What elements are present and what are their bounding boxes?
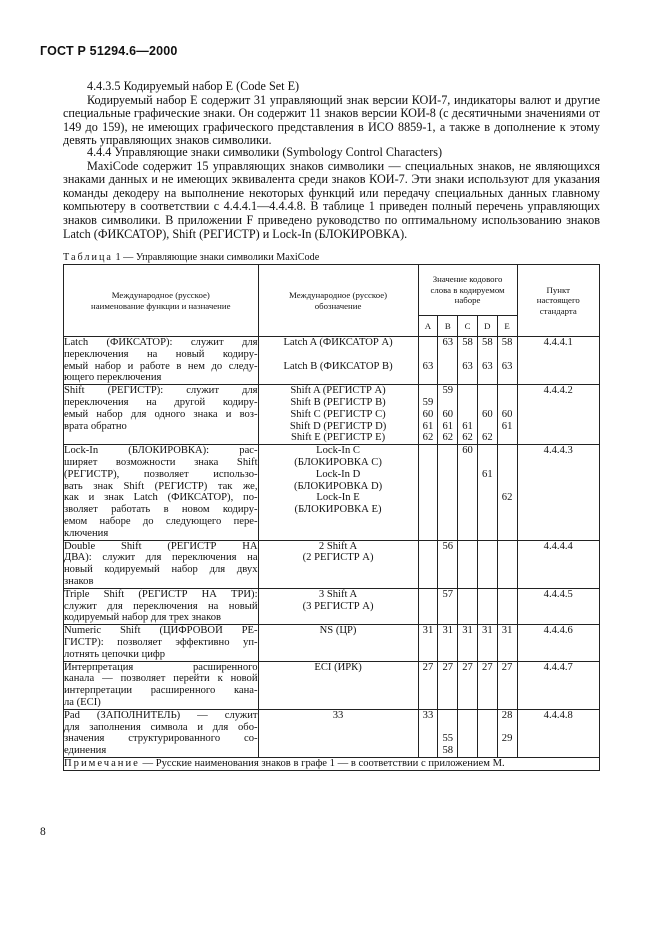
codeword-value: [478, 421, 497, 433]
codeword-value: [498, 481, 517, 493]
codeword-value-d: [477, 385, 497, 445]
codeword-value: [498, 589, 517, 601]
codeword-value: 58: [442, 745, 454, 757]
header-set-d: D: [477, 316, 497, 337]
description-line: единения: [64, 745, 107, 757]
codeword-value-b: [438, 588, 458, 624]
codeword-value: [458, 492, 477, 504]
table-row: [64, 709, 600, 757]
codeword-value: 62: [422, 432, 434, 444]
codeword-value: 31: [462, 625, 473, 637]
designation-line: (БЛОКИРОВКА С): [294, 456, 382, 468]
designation-line: NS (ЦР): [319, 625, 357, 637]
codeword-value-d: [477, 709, 497, 757]
codeword-value-d: [477, 588, 497, 624]
codeword-value: 33: [422, 709, 434, 721]
header-codeword-value: Значение кодового слова в кодируемом наборе: [418, 265, 517, 316]
designation: [258, 540, 418, 588]
codeword-value: [498, 432, 517, 444]
codeword-value: 28: [501, 709, 513, 721]
codeword-value: 62: [442, 432, 454, 444]
designation: [258, 337, 418, 385]
codeword-value: [438, 445, 457, 457]
codeword-value-c: [458, 337, 478, 385]
codeword-value-b: [438, 709, 458, 757]
codeword-value: 59: [442, 385, 454, 397]
description-line: как и знак Latch (ФИКСАТОР), по-: [64, 492, 258, 504]
header-set-a: A: [418, 316, 438, 337]
designation-line: (БЛОКИРОВКА Е): [294, 504, 382, 516]
header-clause: Пункт настоящего стандарта: [517, 265, 600, 337]
description-line: ГИСТР): позволяет эффективно уп-: [64, 636, 258, 648]
designation-line: Shift E (РЕГИСТР Е): [290, 432, 386, 444]
description-line: Pad (ЗАПОЛНИТЕЛЬ) — служит: [64, 709, 258, 721]
note-text: — Русские наименования знаков в графе 1 — в соответствии с приложением М.: [142, 757, 505, 769]
designation-line: Latch A (ФИКСАТОР А): [283, 337, 393, 348]
designation: [258, 625, 418, 661]
codeword-value: [419, 589, 438, 601]
designation-line: Lock-In C: [316, 445, 360, 457]
designation: [258, 588, 418, 624]
codeword-value-d: [477, 445, 497, 540]
description-line: (РЕГИСТР), позволяет использо-: [64, 468, 258, 480]
codeword-value: [438, 349, 457, 361]
function-description: [64, 661, 259, 709]
table-row: [64, 661, 600, 709]
codeword-value-c: [458, 540, 478, 588]
designation-line: Shift A (РЕГИСТР А): [290, 385, 386, 397]
section-title: 4.4.3.5 Кодируемый набор Е (Code Set E): [87, 79, 300, 93]
description-line: емый набор и работе в нем до следу-: [64, 360, 258, 372]
codeword-value: 63: [422, 360, 434, 372]
codeword-value: [478, 457, 497, 469]
designation-line: (3 РЕГИСТР А): [302, 600, 374, 612]
codeword-value: [478, 745, 497, 757]
codeword-value-d: [477, 540, 497, 588]
table-row: [64, 445, 600, 540]
section-4-4-3-5: [63, 80, 600, 148]
codeword-value: 61: [462, 420, 473, 432]
codeword-value: [478, 385, 497, 397]
codeword-value: [478, 445, 497, 457]
table-note: [64, 757, 600, 770]
note-label: Примечание: [64, 757, 140, 769]
designation-line: ECI (ИРК): [314, 661, 362, 673]
designation-line: (2 РЕГИСТР А): [302, 552, 374, 564]
codeword-value: [458, 541, 477, 553]
codeword-value: [498, 722, 517, 734]
codeword-value: [478, 710, 497, 722]
codeword-value: 61: [501, 420, 513, 432]
codeword-value: [438, 710, 457, 722]
codeword-value: [458, 481, 477, 493]
codeword-value: [438, 361, 457, 373]
codeword-value-a: [418, 540, 438, 588]
description-line: интерпретации расширенного кана-: [64, 685, 258, 697]
codeword-value-e: [497, 337, 517, 385]
codeword-value: [478, 481, 497, 493]
codeword-value-d: [477, 661, 497, 709]
description-line: новый кодируемый набор для двух: [64, 564, 258, 576]
codeword-value: 29: [501, 733, 513, 745]
designation-line: Lock-In E: [316, 492, 360, 504]
codeword-value: [478, 397, 497, 409]
codeword-value-d: [477, 625, 497, 661]
designation: [258, 385, 418, 445]
codeword-value: [419, 385, 438, 397]
description-line: врата обратно: [64, 420, 127, 432]
clause-reference: 4.4.4.1: [517, 337, 600, 385]
description-line: Интерпретация расширенного: [64, 661, 258, 673]
designation: [258, 445, 418, 540]
table-row: [64, 385, 600, 445]
codeword-value-e: [497, 540, 517, 588]
codeword-value: [419, 445, 438, 457]
designation-line: Lock-In D: [315, 468, 361, 480]
codeword-value-a: [418, 588, 438, 624]
codeword-value: [478, 504, 497, 516]
codeword-value-b: [438, 445, 458, 540]
codeword-value: [419, 337, 438, 349]
description-line: Triple Shift (РЕГИСТР НА ТРИ):: [64, 588, 258, 600]
codeword-value: [498, 385, 517, 397]
codeword-value: 31: [501, 625, 513, 637]
codeword-value: 27: [442, 661, 454, 673]
codeword-value: [458, 733, 477, 745]
designation-line: (БЛОКИРОВКА D): [293, 480, 383, 492]
clause-reference: 4.4.4.2: [517, 385, 600, 445]
designation: [258, 709, 418, 757]
codeword-value: 61: [482, 468, 493, 480]
codeword-value-e: [497, 445, 517, 540]
codeword-value: 27: [462, 661, 473, 673]
codeword-value: 56: [442, 540, 454, 552]
codeword-value: 31: [422, 625, 434, 637]
codeword-value-b: [438, 661, 458, 709]
designation-line: Shift C (РЕГИСТР С): [290, 408, 386, 420]
function-description: [64, 337, 259, 385]
codeword-value: 31: [482, 625, 493, 637]
codeword-value: 55: [442, 733, 454, 745]
codeword-value: [498, 349, 517, 361]
codeword-value: [419, 481, 438, 493]
description-line: ДВА): служит для переключения на: [64, 552, 258, 564]
codeword-value: [438, 492, 457, 504]
codeword-value: [438, 504, 457, 516]
description-line: Latch (ФИКСАТОР): служит для: [64, 337, 258, 348]
table-row: [64, 625, 600, 661]
description-line: емый набор для одного знака и воз-: [64, 408, 258, 420]
codeword-value: 63: [442, 337, 454, 348]
header-function-name: Международное (русское) наименование функции и назначение: [64, 265, 259, 337]
section-text: Кодируемый набор Е содержит 31 управляющий знак версии КОИ-7, индикаторы валют и другие специальные графические знаки. Он содержит 11 знаков версии КОИ-8 (с десятичными значениями от 149 до 159), не имеющих графического представления в ИСО 8859-1, а также в дополнение к этому девять управляющих знаков символики.: [63, 92, 600, 148]
page-number: 8: [40, 826, 46, 838]
table-caption: [63, 252, 319, 263]
description-line: Numeric Shift (ЦИФРОВОЙ РЕ-: [64, 625, 258, 637]
codeword-value: [438, 469, 457, 481]
designation-line: Shift B (РЕГИСТР В): [290, 396, 386, 408]
table-caption-label: Таблица: [63, 252, 113, 263]
description-line: знаков: [64, 575, 94, 587]
section-text: MaxiCode содержит 15 управляющих знаков символики — специальных знаков, не являющихся знаками данных и не имеющих эквивалента среди знаков КОИ-7. Эти знаки используют для указания команды декодеру на выполнение некоторых функций или передачу специальных данных главному компьютеру в соответствии с 4.4.4.1—4.4.4.8. В таблице 1 приведен полный перечень управляющих знаков символики. В приложении F приведено руководство по оптимальному использованию знаков Latch (ФИКСАТОР), Shift (РЕГИСТР) и Lock-In (БЛОКИРОВКА).: [63, 158, 600, 241]
function-description: [64, 709, 259, 757]
codeword-value: 63: [462, 360, 473, 372]
codeword-value: 62: [501, 492, 513, 504]
codeword-value: 63: [501, 360, 513, 372]
codeword-value: [419, 504, 438, 516]
codeword-value: 58: [482, 337, 493, 348]
codeword-value: 61: [442, 420, 454, 432]
codeword-value: [498, 397, 517, 409]
section-title: 4.4.4 Управляющие знаки символики (Symbology Control Characters): [87, 145, 443, 159]
clause-reference: 4.4.4.7: [517, 661, 600, 709]
codeword-value: [478, 733, 497, 745]
codeword-value: [419, 349, 438, 361]
clause-reference: 4.4.4.3: [517, 445, 600, 540]
designation-line: 33: [332, 709, 344, 721]
codeword-value: [438, 457, 457, 469]
description-line: Double Shift (РЕГИСТР НА: [64, 540, 258, 552]
codeword-value: 62: [462, 432, 473, 444]
codeword-value: [419, 733, 438, 745]
description-line: ширяет возможности знака Shift: [64, 456, 258, 468]
designation-gap: [259, 349, 418, 361]
description-line: емом наборе до следующего пере-: [64, 515, 258, 527]
codeword-value-b: [438, 625, 458, 661]
codeword-value: 60: [462, 445, 473, 457]
codeword-value: [458, 504, 477, 516]
function-description: [64, 588, 259, 624]
control-characters-table: [63, 264, 600, 771]
codeword-value-a: [418, 709, 438, 757]
designation-line: 3 Shift A: [318, 588, 358, 600]
codeword-value: [438, 722, 457, 734]
codeword-value: [498, 504, 517, 516]
clause-reference: 4.4.4.5: [517, 588, 600, 624]
codeword-value: 63: [482, 360, 493, 372]
codeword-value: 57: [442, 588, 454, 600]
function-description: [64, 385, 259, 445]
codeword-value: 58: [501, 337, 513, 348]
codeword-value: [438, 397, 457, 409]
function-description: [64, 445, 259, 540]
description-line: ла (ECI): [64, 696, 101, 708]
codeword-value: [478, 541, 497, 553]
header-set-c: C: [458, 316, 478, 337]
codeword-value-c: [458, 588, 478, 624]
codeword-value: [478, 349, 497, 361]
clause-reference: 4.4.4.8: [517, 709, 600, 757]
codeword-value: [478, 722, 497, 734]
table-caption-text: 1 — Управляющие знаки символики MaxiCode: [115, 252, 320, 263]
codeword-value: [458, 745, 477, 757]
codeword-value: [419, 722, 438, 734]
codeword-value: [498, 541, 517, 553]
description-line: канала — позволяет перейти к новой: [64, 673, 258, 685]
description-line: вать знак Shift (РЕГИСТР) так же,: [64, 480, 258, 492]
codeword-value-b: [438, 540, 458, 588]
codeword-value-d: [477, 337, 497, 385]
codeword-value-a: [418, 337, 438, 385]
codeword-value: [458, 349, 477, 361]
codeword-value: [419, 745, 438, 757]
header-set-e: E: [497, 316, 517, 337]
codeword-value: [458, 385, 477, 397]
codeword-value-c: [458, 625, 478, 661]
codeword-value: 60: [422, 408, 434, 420]
description-line: значения структурированного со-: [64, 733, 258, 745]
function-description: [64, 625, 259, 661]
table-row: [64, 588, 600, 624]
codeword-value: 62: [482, 432, 493, 444]
codeword-value-e: [497, 588, 517, 624]
codeword-value: [458, 457, 477, 469]
codeword-value: [458, 397, 477, 409]
codeword-value: 58: [462, 337, 473, 348]
table-row: [64, 337, 600, 385]
codeword-value: [478, 492, 497, 504]
codeword-value-a: [418, 661, 438, 709]
codeword-value: [419, 469, 438, 481]
designation-line: Shift D (РЕГИСТР D): [289, 420, 387, 432]
clause-reference: 4.4.4.4: [517, 540, 600, 588]
codeword-value: [458, 710, 477, 722]
designation-line: 2 Shift A: [318, 540, 358, 552]
codeword-value: 60: [442, 408, 454, 420]
codeword-value-c: [458, 709, 478, 757]
codeword-value-e: [497, 709, 517, 757]
description-line: Shift (РЕГИСТР): служит для: [64, 385, 258, 397]
codeword-value: [419, 457, 438, 469]
description-line: для заполнения символа и для обо-: [64, 721, 258, 733]
codeword-value: [458, 469, 477, 481]
codeword-value-e: [497, 625, 517, 661]
description-line: служит для переключения на новый: [64, 600, 258, 612]
description-line: переключения на новый кодиру-: [64, 348, 258, 360]
codeword-value: [419, 541, 438, 553]
codeword-value: 60: [482, 408, 493, 420]
codeword-value: 60: [501, 408, 513, 420]
table-row: [64, 540, 600, 588]
codeword-value-e: [497, 385, 517, 445]
description-line: переключения на другой кодиру-: [64, 396, 258, 408]
codeword-value: [458, 589, 477, 601]
codeword-value-a: [418, 385, 438, 445]
codeword-value: [438, 481, 457, 493]
designation-line: Latch B (ФИКСАТОР В): [283, 360, 393, 372]
description-line: ключения: [64, 527, 109, 539]
function-description: [64, 540, 259, 588]
codeword-value: [478, 589, 497, 601]
codeword-value: 27: [482, 661, 493, 673]
codeword-value: 27: [501, 661, 513, 673]
codeword-value-b: [438, 337, 458, 385]
codeword-value: [498, 745, 517, 757]
codeword-value: [419, 492, 438, 504]
codeword-value: [458, 722, 477, 734]
description-line: ющего переключения: [64, 372, 162, 384]
codeword-value-b: [438, 385, 458, 445]
document-header: ГОСТ Р 51294.6—2000: [40, 44, 178, 58]
codeword-value: [498, 457, 517, 469]
codeword-value-c: [458, 445, 478, 540]
codeword-value-c: [458, 661, 478, 709]
codeword-value: 31: [442, 625, 454, 637]
codeword-value-a: [418, 445, 438, 540]
header-designation: Международное (русское) обозначение: [258, 265, 418, 337]
codeword-value-a: [418, 625, 438, 661]
codeword-value: 61: [422, 420, 434, 432]
section-4-4-4: [63, 146, 600, 241]
codeword-value: 27: [422, 661, 434, 673]
designation: [258, 661, 418, 709]
codeword-value: [458, 409, 477, 421]
description-line: Lock-In (БЛОКИРОВКА): рас-: [64, 445, 258, 457]
codeword-value: 59: [422, 396, 434, 408]
codeword-value-e: [497, 661, 517, 709]
codeword-value: [498, 469, 517, 481]
header-set-b: B: [438, 316, 458, 337]
description-line: лотнять цепочки цифр: [64, 648, 166, 660]
description-line: зволяет работать в новом кодиру-: [64, 504, 258, 516]
description-line: кодируемый набор для трех знаков: [64, 612, 222, 624]
codeword-value-c: [458, 385, 478, 445]
codeword-value: [498, 445, 517, 457]
clause-reference: 4.4.4.6: [517, 625, 600, 661]
